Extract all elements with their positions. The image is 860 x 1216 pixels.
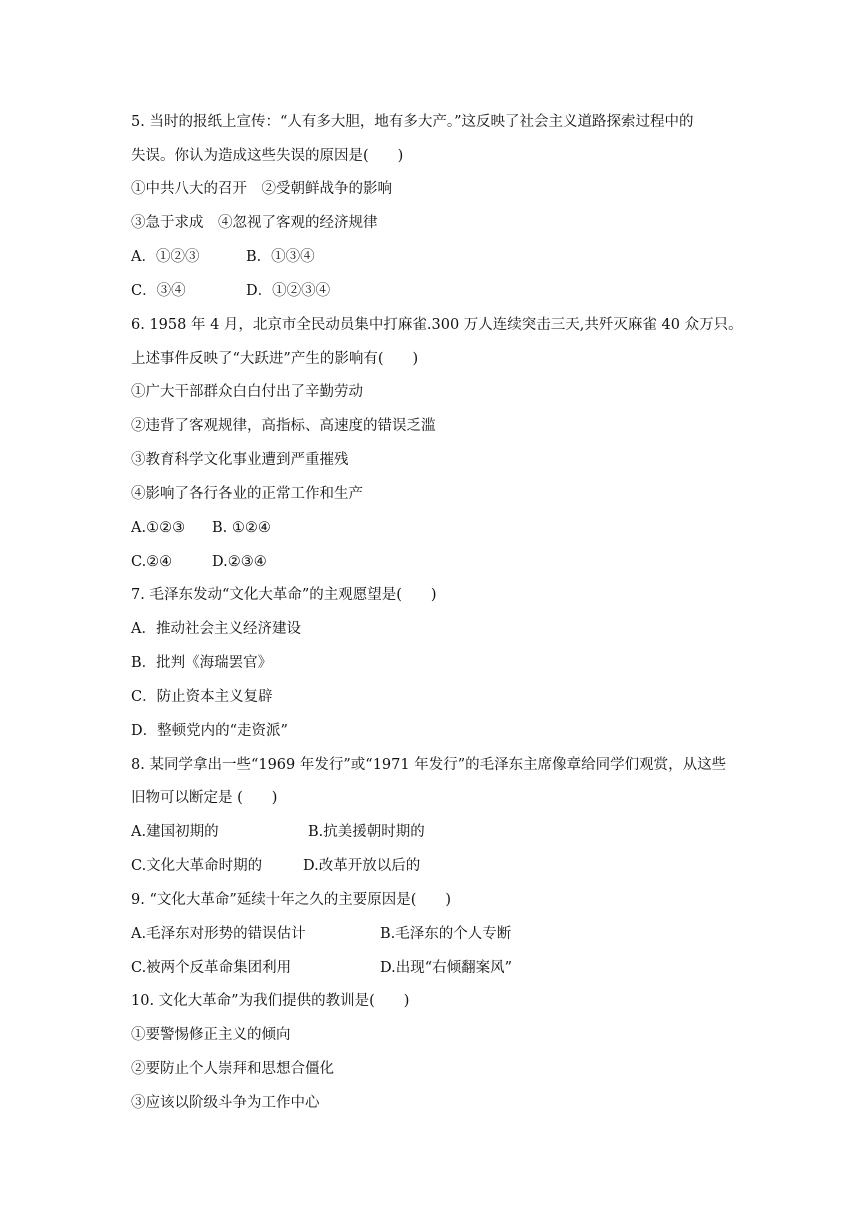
q6-option-a: A.①②③ xyxy=(131,520,186,536)
q7-option-d: D．整顿党内的“走资派” xyxy=(131,723,288,739)
q10-stem: 10. 文化大革命”为我们提供的教训是( ) xyxy=(131,993,410,1009)
q8-option-b: B.抗美援朝时期的 xyxy=(308,824,425,840)
q10-item-2: ②要防止个人崇拜和思想合僵化 xyxy=(131,1061,334,1077)
q10-item-1: ①要警惕修正主义的倾向 xyxy=(131,1027,291,1043)
q6-item-2: ②违背了客观规律，高指标、高速度的错误乏滥 xyxy=(131,418,436,434)
q8-option-a: A.建国初期的 xyxy=(131,824,219,840)
q8-stem-line2: 旧物可以断定是 ( ) xyxy=(131,790,278,806)
q5-option-a: A．①②③ xyxy=(131,249,200,265)
q5-items-line2: ③急于求成 ④忽视了客观的经济规律 xyxy=(131,215,378,231)
q7-option-a: A．推动社会主义经济建设 xyxy=(131,621,301,637)
q6-item-1: ①广大干部群众白白付出了辛勤劳动 xyxy=(131,384,363,400)
q6-item-4: ④影响了各行各业的正常工作和生产 xyxy=(131,486,363,502)
q5-option-c: C．③④ xyxy=(131,283,186,299)
q6-stem-line2: 上述事件反映了“大跃进”产生的影响有( ) xyxy=(131,351,419,367)
q6-option-c: C.②④ xyxy=(131,554,173,570)
q6-option-b: B. ①②④ xyxy=(212,520,271,536)
q8-stem-line1: 8. 某同学拿出一些“1969 年发行”或“1971 年发行”的毛泽东主席像章给同学们观赏，从这些 xyxy=(131,757,727,773)
q5-option-b: B．①③④ xyxy=(246,249,315,265)
q9-option-d: D.出现“右倾翻案风” xyxy=(380,960,513,976)
q7-option-c: C．防止资本主义复辟 xyxy=(131,689,273,705)
q6-item-3: ③教育科学文化事业遭到严重摧残 xyxy=(131,452,349,468)
q9-stem: 9. “文化大革命”延续十年之久的主要原因是( ) xyxy=(131,892,452,908)
q5-items-line1: ①中共八大的召开 ②受朝鲜战争的影响 xyxy=(131,181,392,197)
q10-item-3: ③应该以阶级斗争为工作中心 xyxy=(131,1095,320,1111)
q9-option-a: A.毛泽东对形势的错误估计 xyxy=(131,926,306,942)
q6-option-d: D.②③④ xyxy=(212,554,267,570)
q5-stem-line1: 5. 当时的报纸上宣传：“人有多大胆，地有多大产。”这反映了社会主义道路探索过程中的 xyxy=(131,114,694,130)
q7-stem: 7. 毛泽东发动“文化大革命”的主观愿望是( ) xyxy=(131,587,437,603)
q7-option-b: B．批判《海瑞罢官》 xyxy=(131,655,273,671)
q8-option-d: D.改革开放以后的 xyxy=(303,858,421,874)
q8-option-c: C.文化大革命时期的 xyxy=(131,858,263,874)
q6-stem-line1: 6. 1958 年 4 月，北京市全民动员集中打麻雀.300 万人连续突击三天,共歼灭麻雀 40 众万只。 xyxy=(131,317,743,333)
q9-option-c: C.被两个反革命集团利用 xyxy=(131,960,292,976)
q9-option-b: B.毛泽东的个人专断 xyxy=(380,926,512,942)
q5-option-d: D．①②③④ xyxy=(246,283,331,299)
q5-stem-line2: 失误。你认为造成这些失误的原因是( ) xyxy=(131,148,404,164)
